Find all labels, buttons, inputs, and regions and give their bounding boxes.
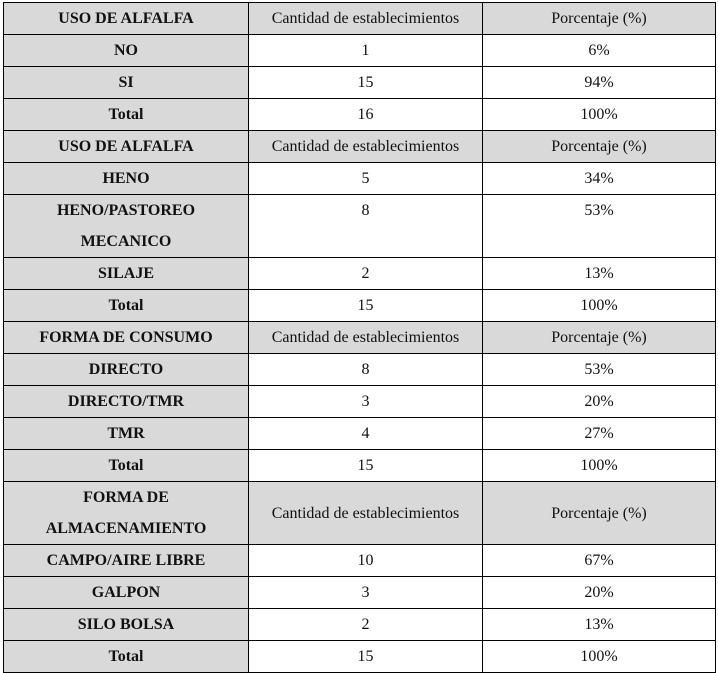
row-count: 1 xyxy=(249,35,483,67)
row-percent: 53% xyxy=(483,354,716,386)
total-percent: 100% xyxy=(483,641,716,673)
row-label: SILO BOLSA xyxy=(4,609,249,641)
row-count: 5 xyxy=(249,163,483,195)
total-count: 15 xyxy=(249,641,483,673)
section-header-row xyxy=(4,3,716,35)
row-count: 3 xyxy=(249,577,483,609)
row-percent: 13% xyxy=(483,609,716,641)
table-row xyxy=(4,35,716,67)
percent-column-header: Porcentaje (%) xyxy=(483,131,716,163)
row-count: 2 xyxy=(249,609,483,641)
row-percent: 53% xyxy=(483,195,716,258)
total-row xyxy=(4,290,716,322)
table-row xyxy=(4,258,716,290)
table-row xyxy=(4,577,716,609)
count-column-header: Cantidad de establecimientos xyxy=(249,482,483,545)
section-title: FORMA DE CONSUMO xyxy=(4,322,249,354)
total-label: Total xyxy=(4,290,249,322)
section-title xyxy=(4,482,249,545)
total-count: 15 xyxy=(249,450,483,482)
row-label: DIRECTO/TMR xyxy=(4,386,249,418)
row-label: NO xyxy=(4,35,249,67)
table-row xyxy=(4,163,716,195)
total-label: Total xyxy=(4,450,249,482)
total-percent: 100% xyxy=(483,450,716,482)
table-row xyxy=(4,386,716,418)
row-count: 10 xyxy=(249,545,483,577)
row-count: 15 xyxy=(249,67,483,99)
table-row xyxy=(4,67,716,99)
section-header-row xyxy=(4,322,716,354)
section-header-row xyxy=(4,131,716,163)
total-percent: 100% xyxy=(483,290,716,322)
row-label: HENO xyxy=(4,163,249,195)
row-label: DIRECTO xyxy=(4,354,249,386)
table-row xyxy=(4,545,716,577)
row-percent: 20% xyxy=(483,386,716,418)
row-count: 2 xyxy=(249,258,483,290)
row-count: 4 xyxy=(249,418,483,450)
section-header-row xyxy=(4,482,716,545)
section-title: USO DE ALFALFA xyxy=(4,3,249,35)
survey-table xyxy=(3,2,716,673)
count-column-header: Cantidad de establecimientos xyxy=(249,131,483,163)
table-row xyxy=(4,354,716,386)
row-label: SI xyxy=(4,67,249,99)
row-percent: 27% xyxy=(483,418,716,450)
section-title-line: ALMACENAMIENTO xyxy=(45,520,207,537)
percent-column-header: Porcentaje (%) xyxy=(483,482,716,545)
count-column-header: Cantidad de establecimientos xyxy=(249,3,483,35)
row-percent: 34% xyxy=(483,163,716,195)
row-count: 3 xyxy=(249,386,483,418)
row-label: CAMPO/AIRE LIBRE xyxy=(4,545,249,577)
percent-column-header: Porcentaje (%) xyxy=(483,322,716,354)
total-count: 15 xyxy=(249,290,483,322)
row-percent: 13% xyxy=(483,258,716,290)
total-row xyxy=(4,99,716,131)
row-label-line: HENO/PASTOREO xyxy=(56,202,196,219)
row-count: 8 xyxy=(249,195,483,258)
total-label: Total xyxy=(4,641,249,673)
section-title: USO DE ALFALFA xyxy=(4,131,249,163)
table-row xyxy=(4,195,716,258)
row-percent: 20% xyxy=(483,577,716,609)
count-column-header: Cantidad de establecimientos xyxy=(249,322,483,354)
total-label: Total xyxy=(4,99,249,131)
row-label: SILAJE xyxy=(4,258,249,290)
row-label: TMR xyxy=(4,418,249,450)
table-row xyxy=(4,609,716,641)
row-percent: 94% xyxy=(483,67,716,99)
percent-column-header: Porcentaje (%) xyxy=(483,3,716,35)
total-count: 16 xyxy=(249,99,483,131)
total-row xyxy=(4,641,716,673)
row-percent: 6% xyxy=(483,35,716,67)
row-label xyxy=(4,195,249,258)
total-percent: 100% xyxy=(483,99,716,131)
table-row xyxy=(4,418,716,450)
section-title-line: FORMA DE xyxy=(83,489,169,506)
row-label-line: MECANICO xyxy=(80,233,172,250)
row-label: GALPON xyxy=(4,577,249,609)
row-percent: 67% xyxy=(483,545,716,577)
total-row xyxy=(4,450,716,482)
row-count: 8 xyxy=(249,354,483,386)
